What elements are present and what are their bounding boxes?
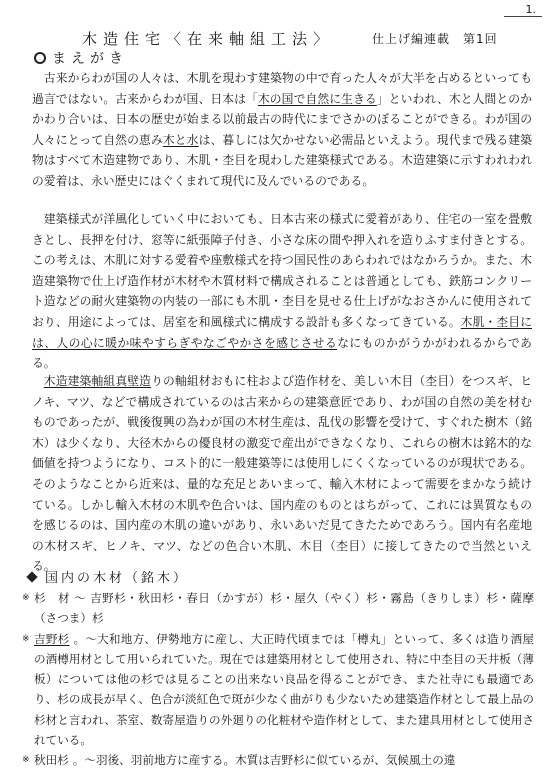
item-term: 吉野杉 [34,631,70,646]
item-term: 杉 材 [34,591,71,605]
paragraph-timber-supply [32,371,532,577]
series-subtitle: 仕上げ編連載 第1回 [372,32,498,46]
circle-bullet-icon [34,52,46,64]
list-item [22,629,534,751]
paragraph-3 [32,371,532,577]
item-term: 秋田杉 [34,753,69,768]
list-item [22,750,534,770]
text-run: なにものかがうかがわれるからである。 [32,335,532,371]
timber-list [22,588,534,771]
text-run: は、暮しには欠かせない必需品といえよう。現代まで残る建築物はすべて木造建物であり、木肌・杢目を現わした建築様式である。木造建築に示すわれわれの愛着は、永い歴史にはぐくまれて現代に及んでいるのである。 [32,132,532,188]
page-number: 1. [525,3,536,16]
underlined-phrase: 木造建築軸組真壁造 [43,374,152,388]
list-item [22,588,534,629]
list-heading-row [28,567,189,586]
item-text: ～ 吉野杉・秋田杉・春日（かすが）杉・屋久（やく）杉・霧島（きりしま）杉・薩摩（さつま）杉 [34,591,534,626]
paragraph-1 [32,68,532,192]
asterisk-bullet-icon: ※ [22,593,30,603]
underlined-phrase: 木肌・杢目には、人の心に暖か味やすらぎやなごやかさを感じさせる [32,314,532,350]
text-run: りの軸組材おもに柱および造作材を、美しい木目（杢目）をつスギ、ヒノキ、マツ、などで構成されているのは古来からの建築意匠であり、わが国の自然の美を材むものであったが、戦後復興の為わが国の木材生産は、乱伐の影響を受けて、すぐれた樹木（銘木）は少くなり、大径木からの優良材の激変で産出ができなくなり、これらの樹木は銘木的な価値を持つようになり、コスト的に一般建築等には使用しにくくなっているのが現状である。そのようなことから近来は、量的な充足とあいまって、輸入木材によって需要をまかなう続けている。しかし輸入木材の木肌や色合いは、国内産のものとはちがって、これには異質なものを感じるのは、国内産の木肌の違いがあり、永いあいだ見てきたためであろう。国内有名産地の木材スギ、ヒノキ、マツ、などの色合い木肌、木目（杢目）に接してきたので当然といえる。 [32,374,532,574]
item-text: 。～大和地方、伊勢地方に産し、大正時代頃までは「樽丸」といって、多くは造り酒屋の酒樽用材として用いられていた。現在では建築用材として使用され、特に中杢目の天井板（薄板）については他の杉では見ることの出来ない良品を得ることができ、また社寺にも最適であり、杉の成長が早く、色合が淡紅色で斑が少なく曲がりも少ないため建築造作材として最上品の杉材と言われ、茶室、数寄屋造りの外廻りの化粧材や造作材として、また建具用材として使用されている。 [34,631,534,748]
paragraph-architecture [32,209,532,374]
section-heading-row [34,48,128,68]
underlined-phrase: 木と水 [162,132,199,147]
paragraph-introduction [32,68,532,192]
asterisk-bullet-icon: ※ [22,755,30,766]
page-number-rule [504,16,542,17]
item-text: 。～羽後、羽前地方に産する。木質は吉野杉に似ているが、気候風土の違 [72,753,456,768]
underlined-phrase: 木の国で自然に生きる [257,91,377,106]
section-heading: まえがき [52,51,128,67]
diamond-bullet-icon [26,571,37,582]
paragraph-2 [32,209,532,374]
asterisk-bullet-icon: ※ [22,633,30,644]
text-run: 建築様式が洋風化していく中においても、日本古来の様式に愛着があり、住宅の一室を畳敷きとし、長押を付け、窓等に紙張障子付き、小さな床の間や押入れを造りふすま付きとする。この考えは、木肌に対する愛着や座敷様式を持つ国民性のあらわれではなかろうか。また、木造建築物で仕上げ造作材が木材や木質材料で構成されることは普通としても、鉄筋コンクリート造などの耐火建築物の内装の一部にも木肌・杢目を見せる仕上げがなおさかんに使用されており、用途によっては、居室を和風様式に構成する設計も多くなってきている。 [32,212,532,329]
list-heading: 国内の木材（銘木） [45,571,190,586]
text-run: 」といわれ、木と人間とのかかわり合いは、日本の歴史が始まる以前最古の時代にまでさかのぼることができる。わが国の人々にとって自然の恵み [32,91,532,147]
document-title: 木造住宅〈在来軸組工法〉 [82,30,335,48]
text-run: 古来からわが国の人々は、木肌を現わす建築物の中で育った人々が大半を占めるといっても過言ではない。古来からわが国、日本は「 [32,71,532,106]
